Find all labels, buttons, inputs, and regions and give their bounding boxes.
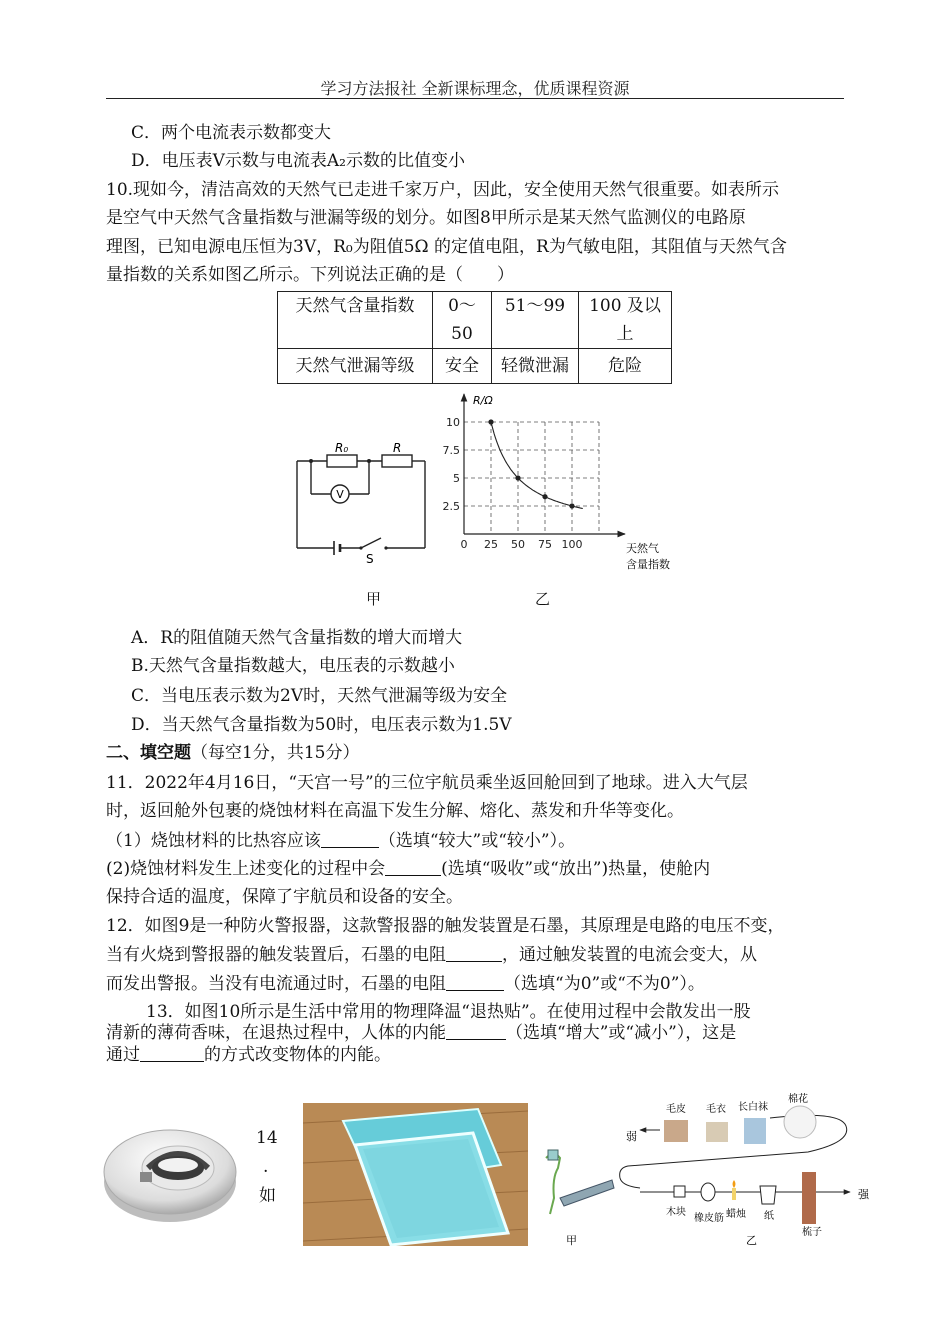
circuit-diagram — [285, 430, 435, 570]
gas-level-table — [277, 291, 672, 384]
q12-line-2-cont: ，通过触发装置的电流会变大，从 — [502, 945, 757, 965]
q11-part-2-text: (2)烧蚀材料发生上述变化的过程中会 — [106, 859, 386, 879]
q11-line-1: 11．2022年4月16日，“天宫一号”的三位宇航员乘坐返回舱回到了地球。进入大气层 — [106, 773, 748, 793]
header-rule — [106, 98, 844, 99]
wood-icon — [674, 1186, 685, 1197]
cotton-icon — [784, 1106, 816, 1138]
top-item-label: 棉花 — [788, 1094, 808, 1105]
answer-blank[interactable] — [140, 1045, 204, 1062]
answer-blank[interactable] — [446, 945, 502, 962]
q10-line-3: 理图，已知电源电压恒为3V，R₀为阻值5Ω 的定值电阻，R为气敏电阻，其阻值与天然气含 — [106, 237, 787, 257]
figure-caption-yi: 乙 — [535, 590, 551, 608]
strong-label: 强 — [858, 1188, 869, 1201]
bottom-item-label: 木块 — [666, 1207, 686, 1218]
rod-and-cloth-icon — [546, 1150, 614, 1214]
x-tick-label: 25 — [484, 538, 498, 551]
y-tick-label: 7.5 — [442, 444, 460, 457]
table-row — [278, 292, 672, 349]
x-tick-label: 100 — [561, 538, 583, 551]
q12-line-3-text: 而发出警报。当没有电流通过时，石墨的电阻 — [106, 974, 446, 994]
q13-line-1: 13．如图10所示是生活中常用的物理降温“退热贴”。在使用过程中会散发出一股 — [146, 1002, 751, 1022]
voltmeter-label: V — [336, 488, 344, 501]
q14-dot: . — [263, 1157, 269, 1177]
q13-line-3 — [106, 1043, 391, 1067]
x-tick-label: 75 — [538, 538, 552, 551]
table-cell — [579, 292, 672, 349]
x-tick-label: 0 — [460, 538, 468, 551]
table-cell: 天然气含量指数 — [278, 292, 433, 349]
page-header: 学习方法报社 全新课标理念，优质课程资源 — [320, 79, 630, 98]
table-cell: 安全 — [433, 349, 492, 384]
y-axis-label: R/Ω — [473, 394, 493, 407]
r-label: R — [393, 441, 402, 455]
r-resistor — [382, 455, 412, 467]
data-curve — [491, 422, 583, 509]
data-points — [488, 419, 574, 508]
candle-icon — [732, 1188, 736, 1200]
data-point — [569, 503, 574, 508]
bottom-item-label: 蜡烛 — [726, 1209, 746, 1220]
q13-line-3-cont: 的方式改变物体的内能。 — [204, 1045, 391, 1065]
r0-label: R₀ — [335, 441, 349, 455]
top-item-label: 长白袜 — [738, 1102, 768, 1113]
q11-part-1-text: （1）烧蚀材料的比热容应该 — [106, 831, 321, 851]
bottom-item-label: 梳子 — [802, 1227, 822, 1238]
q10-option-c: C．当电压表示数为2V时，天然气泄漏等级为安全 — [131, 686, 508, 706]
q10-option-a: A．R的阻值随天然气含量指数的增大而增大 — [131, 628, 463, 648]
tribo-jia-label: 甲 — [566, 1234, 577, 1247]
q13-line-2-choice: （选填“增大”或“减小”），这是 — [506, 1023, 737, 1043]
r0-resistor — [327, 455, 357, 467]
q14-number: 14 — [256, 1128, 278, 1148]
q13-line-3-text: 通过 — [106, 1045, 140, 1065]
q10-line-2: 是空气中天然气含量指数与泄漏等级的划分。如图8甲所示是某天然气监测仪的电路原 — [106, 208, 746, 228]
switch-icon — [361, 538, 381, 548]
q12-line-1: 12．如图9是一种防火警报器，这款警报器的触发装置是石墨，其原理是电路的电压不变， — [106, 916, 785, 936]
q11-part-2 — [106, 857, 710, 881]
tribo-yi-label: 乙 — [746, 1234, 757, 1247]
weak-label: 弱 — [626, 1130, 637, 1143]
q10-line-4: 量指数的关系如图乙所示。下列说法正确的是（ ） — [106, 265, 514, 285]
x-tick-label: 50 — [511, 538, 525, 551]
cooling-patch-image — [303, 1103, 528, 1246]
table-cell: 天然气泄漏等级 — [278, 349, 433, 384]
answer-blank[interactable] — [446, 974, 504, 991]
answer-blank[interactable] — [321, 831, 379, 848]
top-item-label: 毛衣 — [706, 1104, 726, 1115]
section-note: （每空1分，共15分） — [191, 743, 360, 763]
q10-line-1: 10.现如今，清洁高效的天然气已走进千家万户，因此，安全使用天然气很重要。如表所示 — [106, 180, 780, 200]
q10-option-d: D．当天然气含量指数为50时，电压表示数为1.5V — [131, 715, 512, 735]
section-title-text: 二、填空题 — [106, 743, 191, 763]
triboelectric-figure — [540, 1088, 880, 1254]
table-cell: 轻微泄漏 — [492, 349, 579, 384]
q12-line-3 — [106, 972, 705, 996]
table-cell: 51～99 — [492, 292, 579, 349]
bottom-item-label: 橡皮筋 — [694, 1213, 724, 1224]
table-cell-text: 上 — [616, 324, 634, 344]
q13-line-2-text: 清新的薄荷香味，在退热过程中，人体的内能 — [106, 1023, 446, 1043]
q9-option-d: D．电压表V示数与电流表A₂示数的比值变小 — [131, 151, 465, 171]
chart-grid — [464, 422, 599, 534]
y-tick-label: 5 — [453, 472, 460, 485]
q11-part-1 — [106, 829, 575, 853]
y-tick-label: 2.5 — [442, 500, 460, 513]
table-cell-text: 100 及以 — [589, 296, 661, 316]
q11-part-2-cont: 保持合适的温度，保障了宇航员和设备的安全。 — [106, 887, 463, 907]
y-tick-label: 10 — [446, 416, 460, 429]
switch-label: S — [366, 552, 374, 566]
figure-caption-jia: 甲 — [366, 590, 382, 608]
fur-icon — [664, 1120, 688, 1142]
comb-icon — [802, 1172, 816, 1224]
data-point — [542, 494, 547, 499]
top-item-label: 毛皮 — [666, 1104, 686, 1115]
paper-icon — [760, 1186, 776, 1204]
socks-icon — [744, 1118, 766, 1144]
smoke-alarm-image — [100, 1110, 240, 1230]
q13-line-2 — [106, 1021, 736, 1045]
sweater-icon — [706, 1122, 728, 1142]
rubber-band-icon — [701, 1183, 715, 1201]
x-axis-label-line1: 天然气 — [626, 542, 659, 555]
table-cell: 0～50 — [433, 292, 492, 349]
q12-line-3-choice: （选填“为0”或“不为0”）。 — [504, 974, 705, 994]
answer-blank[interactable] — [385, 859, 441, 876]
resistance-chart — [440, 390, 685, 580]
bottom-item-label: 纸 — [764, 1211, 774, 1222]
answer-blank[interactable] — [446, 1023, 506, 1040]
q11-part-2-choice: (选填“吸收”或“放出”)热量，使舱内 — [441, 859, 711, 879]
q9-option-c: C．两个电流表示数都变大 — [131, 123, 332, 143]
table-cell: 危险 — [579, 349, 672, 384]
q14-fragment: 如 — [259, 1186, 276, 1206]
q11-line-2: 时，返回舱外包裹的烧蚀材料在高温下发生分解、熔化、蒸发和升华等变化。 — [106, 801, 684, 821]
q10-option-b: B.天然气含量指数越大，电压表的示数越小 — [131, 656, 455, 676]
q12-line-2 — [106, 943, 757, 967]
data-point — [488, 419, 493, 424]
table-row — [278, 349, 672, 384]
q11-part-1-choice: （选填“较大”或“较小”）。 — [378, 831, 576, 851]
section-title — [106, 741, 359, 765]
q12-line-2-text: 当有火烧到警报器的触发装置后，石墨的电阻 — [106, 945, 446, 965]
data-point — [515, 475, 520, 480]
x-axis-label-line2: 含量指数 — [626, 558, 670, 571]
